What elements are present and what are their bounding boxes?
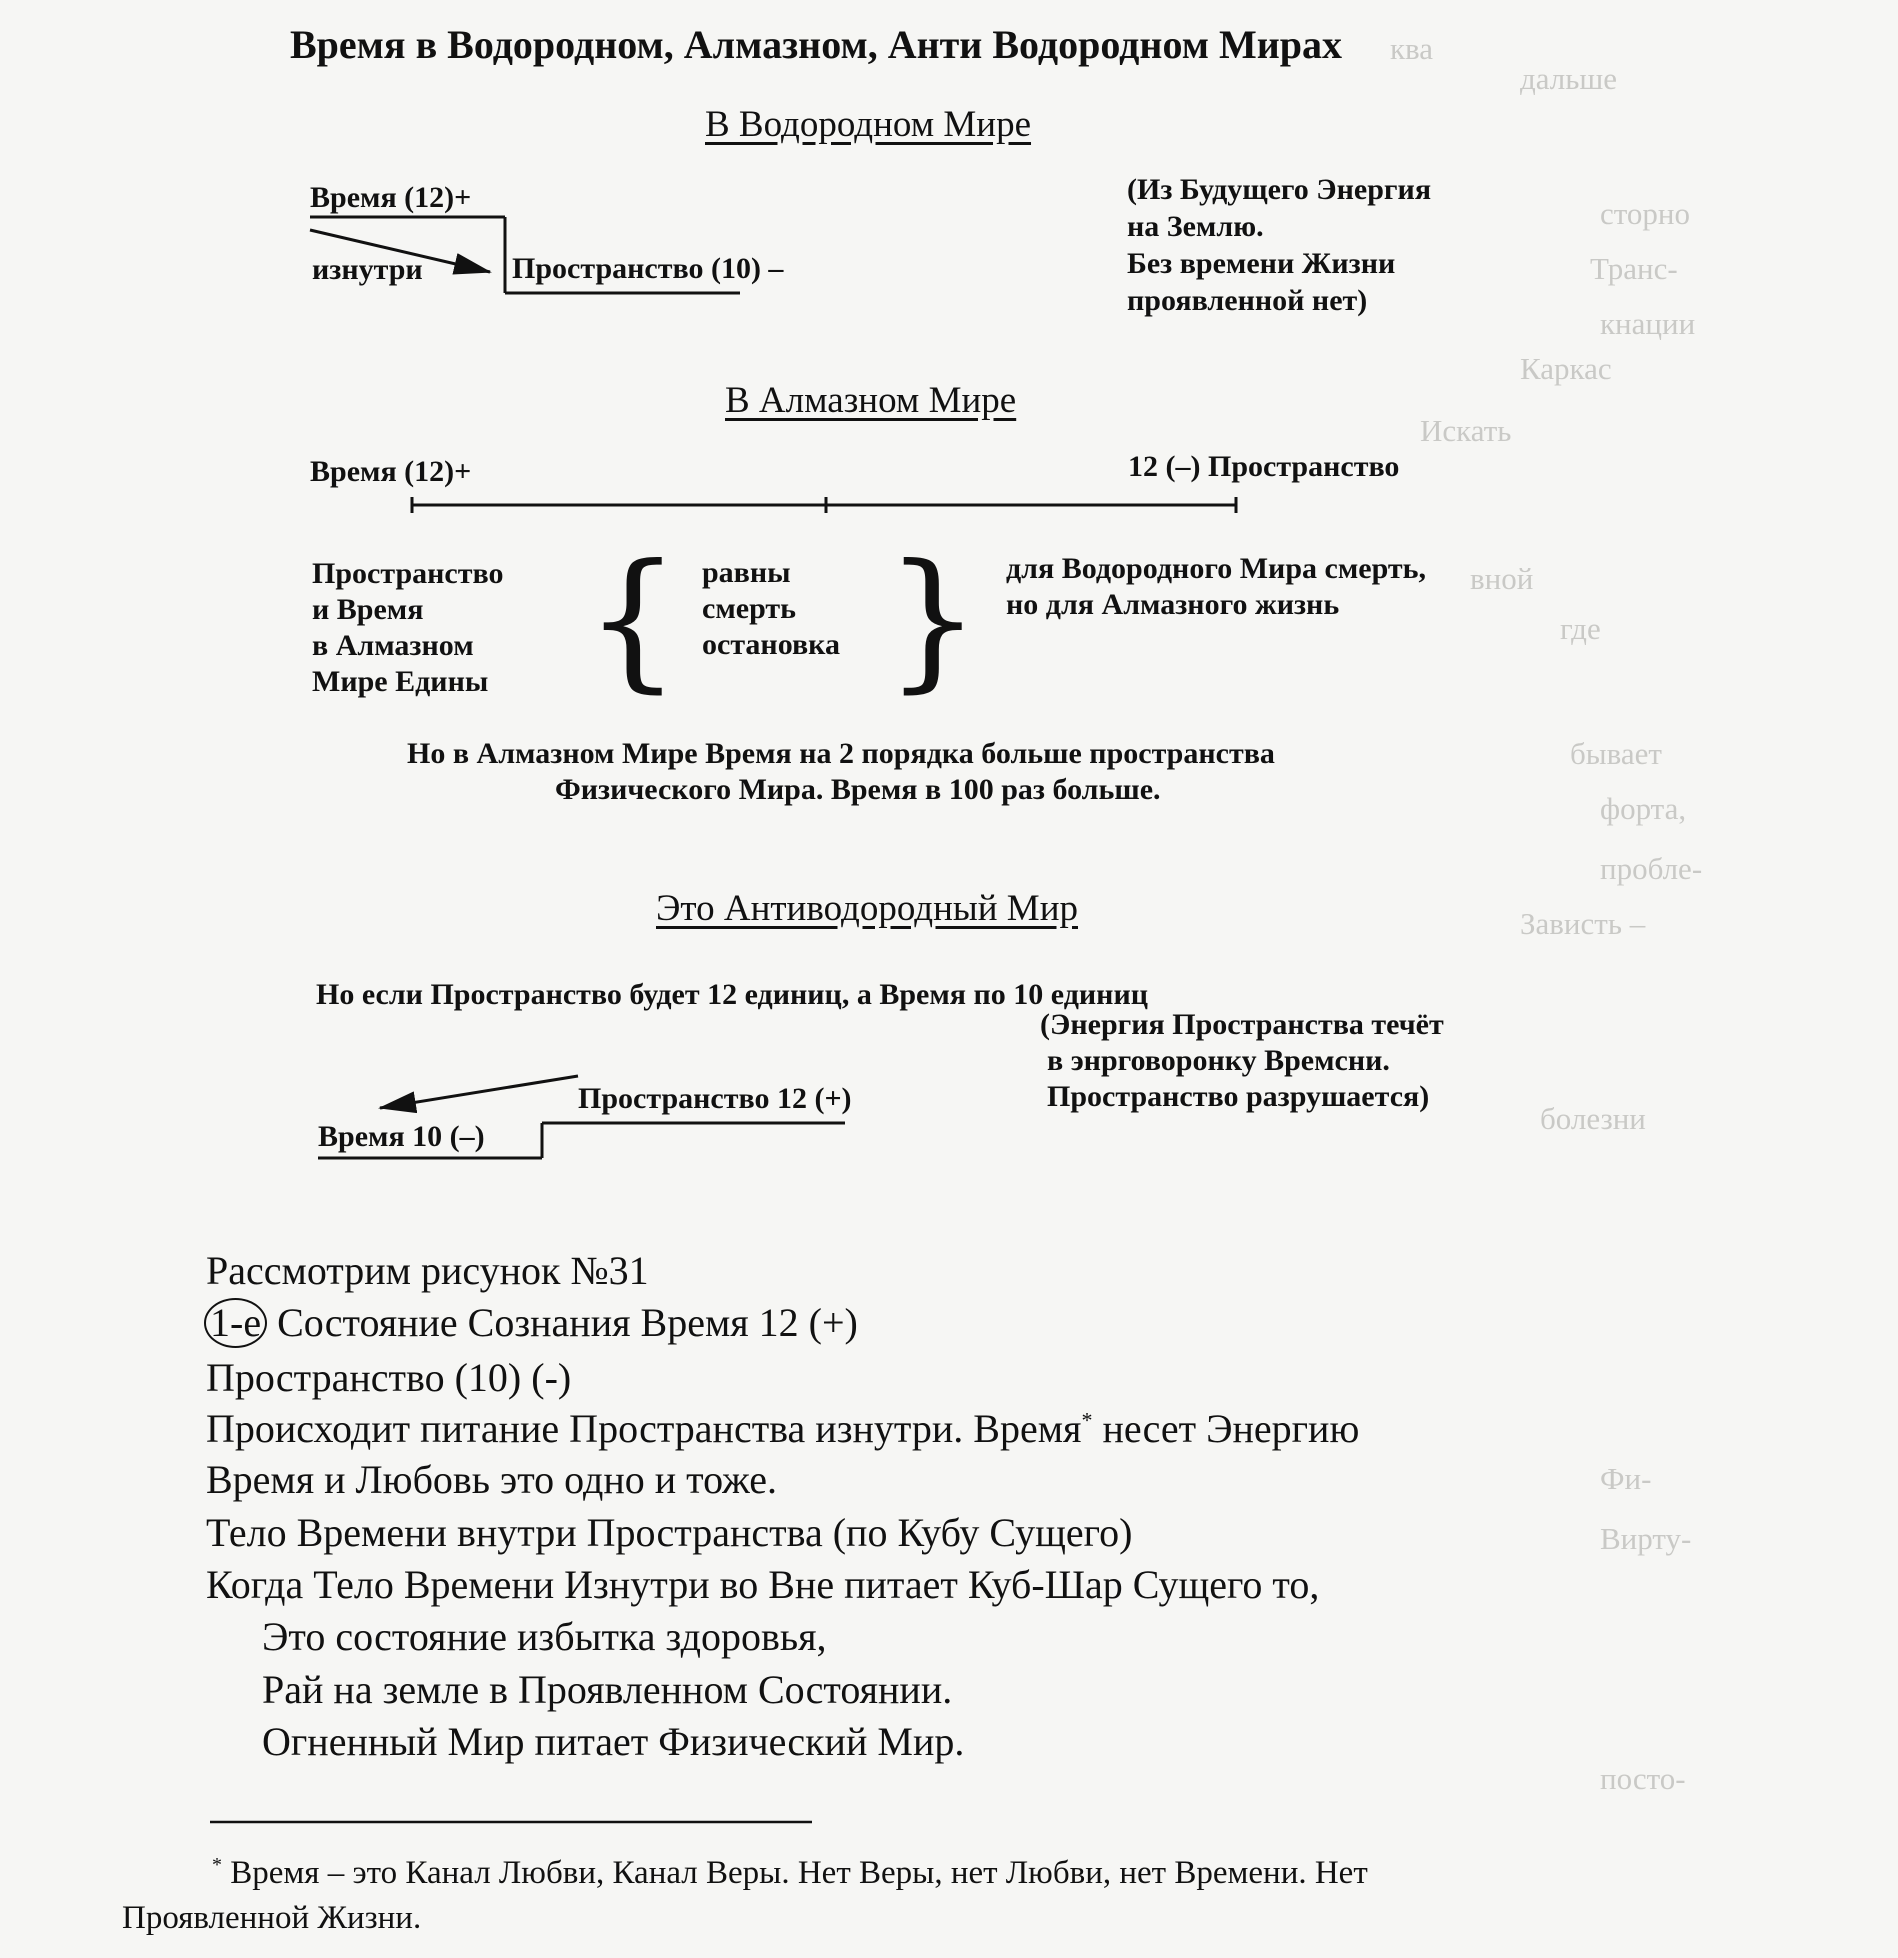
diamond-left-block-3: в Алмазном [312,629,474,662]
anti-space-label: Пространство 12 (+) [578,1082,852,1115]
body-line-8: Это состояние избытка здоровья, [262,1614,827,1659]
anti-note-3: Пространство разрушается) [1047,1080,1430,1113]
body-line-10: Огненный Мир питает Физический Мир. [262,1719,965,1764]
hydrogen-note-3: Без времени Жизни [1127,247,1396,280]
diamond-mid-block-2: смерть [702,592,796,625]
diamond-space-label: 12 (–) Пространство [1128,450,1400,483]
anti-flow-arrow [380,1076,578,1108]
diamond-time-label: Время (12)+ [310,455,472,488]
hydrogen-time-line [310,217,740,293]
diamond-axis-line [412,497,1236,513]
footnote-star: * [212,1854,222,1876]
hydrogen-flow-arrow [310,230,490,272]
footnote-text-1: Время – это Канал Любви, Канал Веры. Нет Веры, нет Любви, нет Времени. Нет [230,1855,1368,1891]
diamond-left-block-4: Мире Едины [312,665,489,698]
diamond-left-block-2: и Время [312,593,424,626]
hydrogen-heading: В Водородном Мире [705,104,1032,145]
hydrogen-note-1: (Из Будущего Энергия [1127,173,1432,206]
anti-line-1: Но если Пространство будет 12 единиц, а Время по 10 единиц [316,978,1149,1011]
body-line-7: Когда Тело Времени Изнутри во Вне питает Куб-Шар Сущего то, [206,1562,1320,1607]
body-line-4 [206,1406,1359,1452]
anti-heading: Это Антиводородный Мир [656,888,1078,929]
footnote-line-2: Проявленной Жизни. [122,1900,422,1936]
footnote-line-1 [212,1854,1368,1893]
page-title: Время в Водородном, Алмазном, Анти Водородном Мирах [290,22,1342,67]
hydrogen-inside-label: изнутри [312,253,423,286]
footnote-marker: * [1081,1407,1093,1433]
anti-note-1: (Энергия Пространства течёт [1040,1008,1444,1041]
diamond-left-block-1: Пространство [312,557,504,590]
body-line-5: Время и Любовь это одно и тоже. [206,1457,777,1502]
hydrogen-note-4: проявленной нет) [1127,284,1368,317]
diamond-heading: В Алмазном Мире [725,380,1017,421]
anti-time-label: Время 10 (–) [318,1120,485,1153]
diamond-mid-block-1: равны [702,556,791,589]
diamond-mid-block-3: остановка [702,628,840,661]
body-line-6: Тело Времени внутри Пространства (по Кубу Сущего) [206,1510,1133,1555]
diamond-right-block-2: но для Алмазного жизнь [1006,588,1340,621]
state-number-circled: 1-е [204,1298,267,1348]
hydrogen-note-2: на Землю. [1127,210,1264,243]
left-curly-brace: { [585,533,681,707]
body-line-1: Рассмотрим рисунок №31 [206,1248,649,1293]
hydrogen-time-label: Время (12)+ [310,181,472,214]
body-line-2-text: Состояние Сознания Время 12 (+) [277,1300,858,1345]
right-curly-brace: } [885,533,981,707]
hydrogen-space-label: Пространство (10) – [512,252,784,285]
body-line-4-a: Происходит питание Пространства изнутри. Время [206,1406,1082,1451]
body-line-4-b: несет Энергию [1102,1406,1360,1451]
diamond-right-block-1: для Водородного Мира смерть, [1006,552,1426,585]
body-line-9: Рай на земле в Проявленном Состоянии. [262,1667,953,1712]
body-line-3: Пространство (10) (-) [206,1355,572,1400]
body-line-2 [204,1298,858,1348]
diamond-bottom-1: Но в Алмазном Мире Время на 2 порядка больше пространства [407,737,1275,770]
diamond-bottom-2: Физического Мира. Время в 100 раз больше. [555,773,1161,806]
anti-time-line [318,1123,845,1158]
anti-note-2: в энрговоронку Времсни. [1047,1044,1390,1077]
